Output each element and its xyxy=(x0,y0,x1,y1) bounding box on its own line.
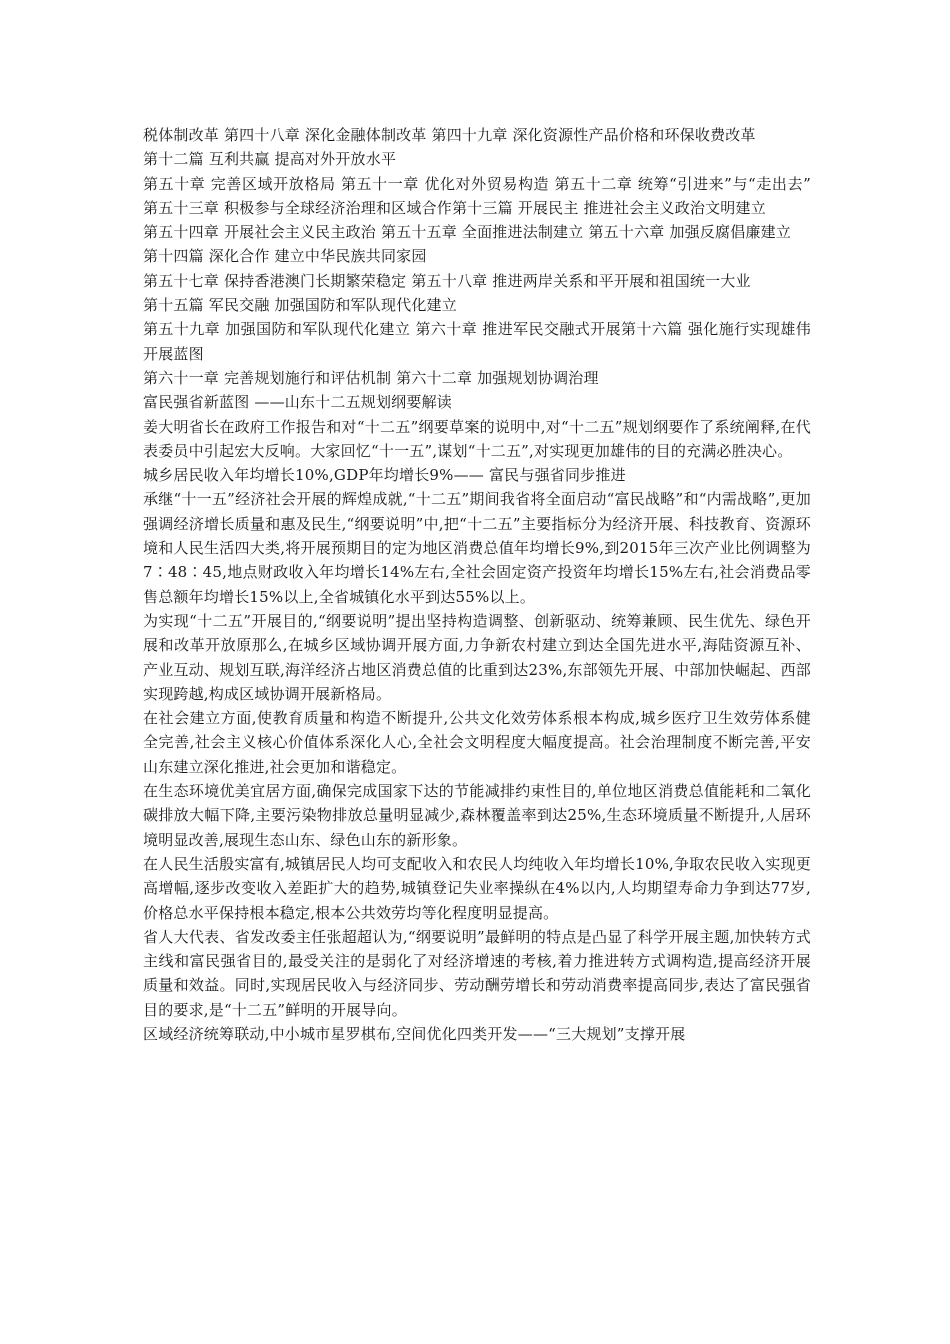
paragraph-chapters-54-56: 第五十四章 开展社会主义民主政治 第五十五章 全面推进法制建立 第五十六章 加强反腐倡廉建立 xyxy=(143,223,792,242)
paragraph-governor-report: 姜大明省长在政府工作报告和对“十二五”纲要草案的说明中,对“十二五”规划纲要作了系统阐释,在代表委员中引起宏大反响。大家回忆“十一五”,谋划“十二五”,对实现更加雄伟的目的充满必胜决心。 xyxy=(143,417,811,460)
paragraph-chapters-61-62: 第六十一章 完善规划施行和评估机制 第六十二章 加强规划协调治理 xyxy=(143,368,599,387)
section-heading-income-gdp: 城乡居民收入年均增长10%,GDP年均增长9%—— 富民与强省同步推进 xyxy=(143,466,626,485)
document-body xyxy=(143,123,811,1046)
paragraph-part-15-heading: 第十五篇 军民交融 加强国防和军队现代化建立 xyxy=(143,296,457,315)
paragraph-regional-coordination: 为实现“十二五”开展目的,“纲要说明”提出坚持构造调整、创新驱动、统筹兼顾、民生优先、绿色开展和改革开放原那么,在城乡区域协调开展方面,力争新农村建立到达全国先进水平,海陆资源互补、产业互动、规划互联,海洋经济占地区消费总值的比重到达23%,东部领先开展、中部加快崛起、西部实现跨越,构成区域协调开展新格局。 xyxy=(143,611,811,703)
paragraph-livelihood: 在人民生活殷实富有,城镇居民人均可支配收入和农民人均纯收入年均增长10%,争取农民收入实现更高增幅,逐步改变收入差距扩大的趋势,城镇登记失业率操纵在4%以内,人均期望寿命力争到达77岁,价格总水平保持根本稳定,根本公共效劳均等化程度明显提高。 xyxy=(143,854,811,922)
paragraph-chapters-57-58: 第五十七章 保持香港澳门长期繁荣稳定 第五十八章 推进两岸关系和平开展和祖国统一大业 xyxy=(143,271,751,290)
section-heading-regional-economy: 区域经济统筹联动,中小城市星罗棋布,空间优化四类开发——“三大规划”支撑开展 xyxy=(143,1024,686,1043)
paragraph-part-14-heading: 第十四篇 深化合作 建立中华民族共同家园 xyxy=(143,247,427,266)
paragraph-tax-reform-chapters: 税体制改革 第四十八章 深化金融体制改革 第四十九章 深化资源性产品价格和环保收费改革 xyxy=(143,126,756,144)
paragraph-chapters-50-53: 第五十章 完善区域开放格局 第五十一章 优化对外贸易构造 第五十二章 统筹“引进来”与“走出去” 第五十三章 积极参与全球经济治理和区域合作第十三篇 开展民主 推进社会主义政治文明建立 xyxy=(143,174,811,217)
paragraph-social-construction: 在社会建立方面,使教育质量和构造不断提升,公共文化效劳体系根本构成,城乡医疗卫生效劳体系健全完善,社会主义核心价值体系深化人心,全社会文明程度大幅度提高。社会治理制度不断完善,平安山东建立深化推进,社会更加和谐稳定。 xyxy=(143,709,811,776)
article-title: 富民强省新蓝图 ——山东十二五规划纲要解读 xyxy=(143,393,452,412)
paragraph-deputy-opinion: 省人大代表、省发改委主任张超超认为,“纲要说明”最鲜明的特点是凸显了科学开展主题,加快转方式主线和富民强省目的,最受关注的是弱化了对经济增速的考核,着力推进转方式调构造,提高经济开展质量和效益。同时,实现居民收入与经济同步、劳动酬劳增长和劳动消费率提高同步,表达了富民强省目的要求,是“十二五”鲜明的开展导向。 xyxy=(143,927,811,1019)
paragraph-main-targets: 承继“十一五”经济社会开展的辉煌成就,“十二五”期间我省将全面启动“富民战略”和“内需战略”,更加强调经济增长质量和惠及民生,“纲要说明”中,把“十二五”主要指标分为经济开展、科技教育、资源环境和人民生活四大类,将开展预期目的定为地区消费总值年均增长9%,到2015年三次产业比例调整为7∶48∶45,地点财政收入年均增长14%左右,全社会固定资产投资年均增长15%左右,社会消费品零售总额年均增长15%以上,全省城镇化水平到达55%以上。 xyxy=(143,490,811,606)
paragraph-part-12-heading: 第十二篇 互利共赢 提高对外开放水平 xyxy=(143,150,397,169)
paragraph-chapters-59-60: 第五十九章 加强国防和军队现代化建立 第六十章 推进军民交融式开展第十六篇 强化施行实现雄伟开展蓝图 xyxy=(143,320,811,363)
paragraph-ecology: 在生态环境优美宜居方面,确保完成国家下达的节能减排约束性目的,单位地区消费总值能耗和二氧化碳排放大幅下降,主要污染物排放总量明显减少,森林覆盖率到达25%,生态环境质量不断提升,人居环境明显改善,展现生态山东、绿色山东的新形象。 xyxy=(143,782,811,849)
